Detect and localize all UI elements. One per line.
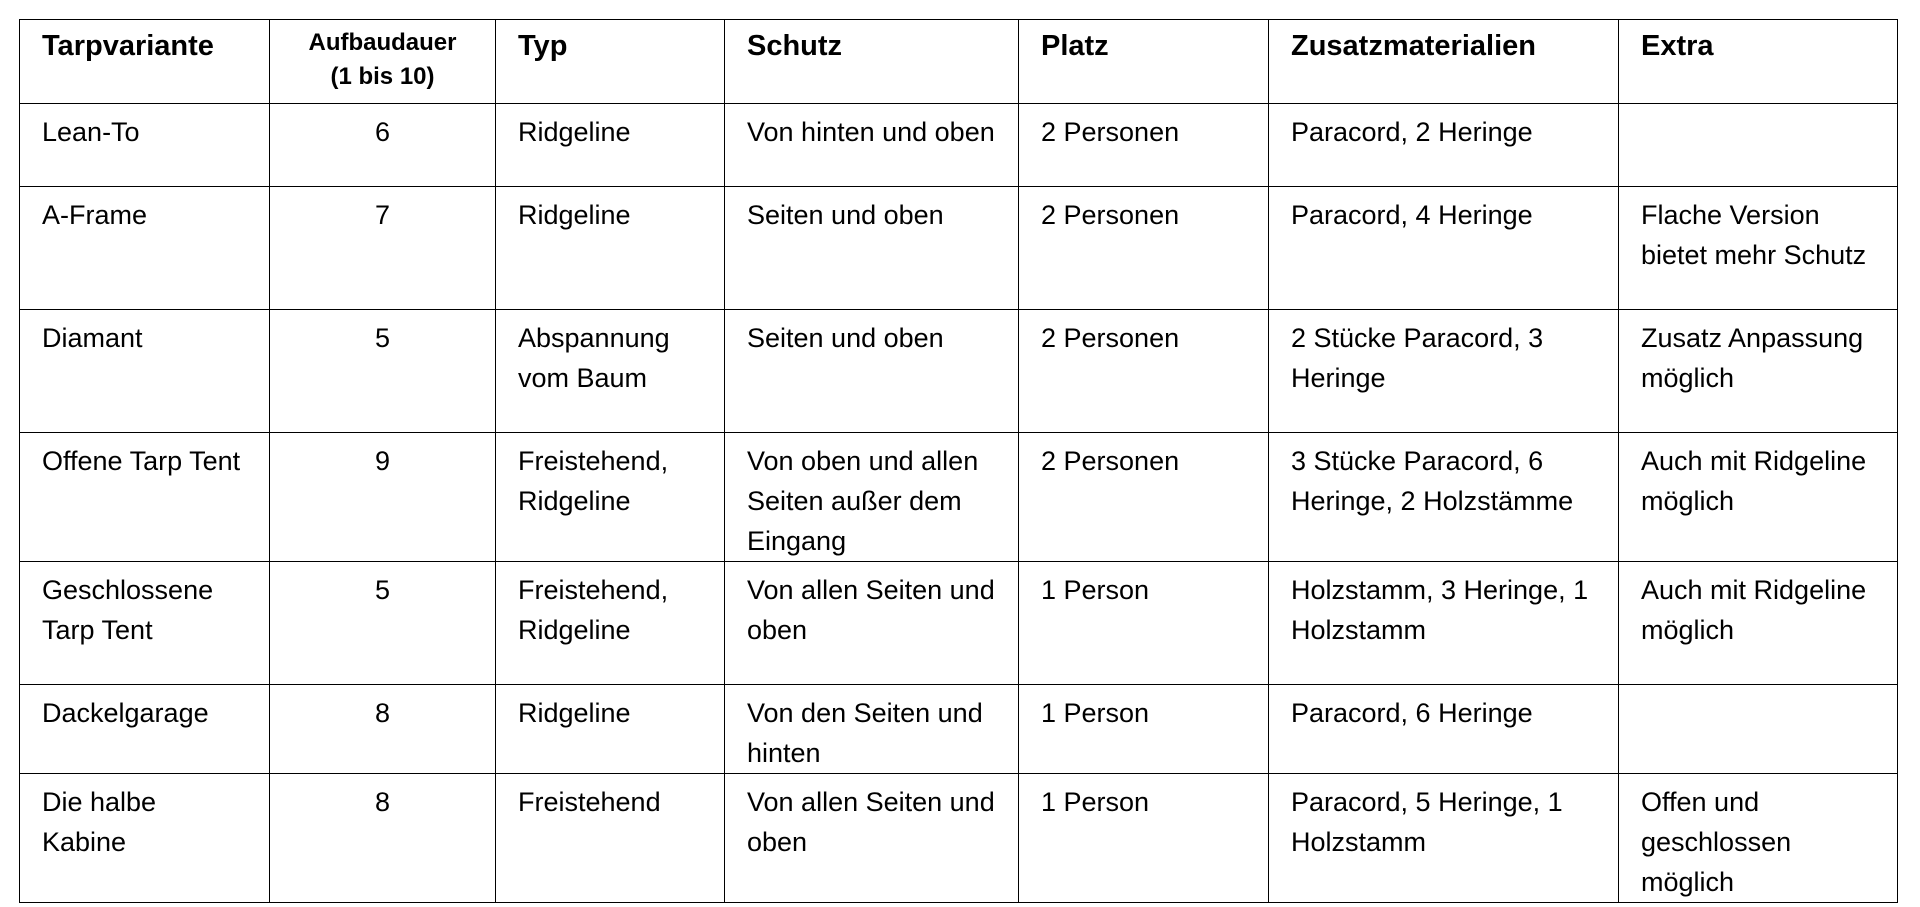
cell-space: 1 Person xyxy=(1019,685,1269,774)
cell-type: Freistehend, Ridgeline xyxy=(496,433,725,562)
cell-protection: Seiten und oben xyxy=(725,310,1019,433)
header-protection: Schutz xyxy=(725,20,1019,104)
cell-duration: 7 xyxy=(270,187,496,310)
header-type: Typ xyxy=(496,20,725,104)
table-row xyxy=(20,187,1898,310)
tarp-table-container xyxy=(19,19,1898,903)
table-row xyxy=(20,774,1898,903)
tarp-variants-table xyxy=(19,19,1898,903)
cell-variant: A-Frame xyxy=(20,187,270,310)
cell-extra: Offen und geschlossen möglich xyxy=(1619,774,1898,903)
header-variant: Tarpvariante xyxy=(20,20,270,104)
cell-protection: Von allen Seiten und oben xyxy=(725,774,1019,903)
cell-extra: Zusatz Anpassung möglich xyxy=(1619,310,1898,433)
cell-space: 2 Personen xyxy=(1019,310,1269,433)
cell-materials: 3 Stücke Paracord, 6 Heringe, 2 Holzstämme xyxy=(1269,433,1619,562)
table-row xyxy=(20,104,1898,187)
header-duration xyxy=(270,20,496,104)
cell-extra: Flache Version bietet mehr Schutz xyxy=(1619,187,1898,310)
table-row xyxy=(20,685,1898,774)
header-row xyxy=(20,20,1898,104)
cell-materials: 2 Stücke Paracord, 3 Heringe xyxy=(1269,310,1619,433)
cell-protection: Seiten und oben xyxy=(725,187,1019,310)
cell-variant: Dackelgarage xyxy=(20,685,270,774)
table-row xyxy=(20,562,1898,685)
cell-materials: Paracord, 5 Heringe, 1 Holzstamm xyxy=(1269,774,1619,903)
cell-type: Abspannung vom Baum xyxy=(496,310,725,433)
header-space: Platz xyxy=(1019,20,1269,104)
cell-extra: Auch mit Ridgeline möglich xyxy=(1619,562,1898,685)
cell-materials: Paracord, 2 Heringe xyxy=(1269,104,1619,187)
cell-duration: 5 xyxy=(270,310,496,433)
cell-variant: Geschlossene Tarp Tent xyxy=(20,562,270,685)
cell-type: Ridgeline xyxy=(496,187,725,310)
cell-variant: Lean-To xyxy=(20,104,270,187)
cell-extra xyxy=(1619,685,1898,774)
cell-protection: Von oben und allen Seiten außer dem Eingang xyxy=(725,433,1019,562)
cell-extra: Auch mit Ridgeline möglich xyxy=(1619,433,1898,562)
table-row xyxy=(20,310,1898,433)
cell-duration: 8 xyxy=(270,685,496,774)
cell-space: 1 Person xyxy=(1019,562,1269,685)
cell-type: Freistehend xyxy=(496,774,725,903)
cell-duration: 6 xyxy=(270,104,496,187)
cell-protection: Von hinten und oben xyxy=(725,104,1019,187)
cell-variant: Diamant xyxy=(20,310,270,433)
cell-space: 2 Personen xyxy=(1019,433,1269,562)
cell-space: 2 Personen xyxy=(1019,104,1269,187)
header-duration-line1: Aufbaudauer xyxy=(308,29,457,56)
cell-type: Ridgeline xyxy=(496,685,725,774)
cell-extra xyxy=(1619,104,1898,187)
cell-materials: Paracord, 6 Heringe xyxy=(1269,685,1619,774)
cell-duration: 5 xyxy=(270,562,496,685)
cell-space: 1 Person xyxy=(1019,774,1269,903)
header-duration-line2: (1 bis 10) xyxy=(330,63,435,90)
header-materials: Zusatzmaterialien xyxy=(1269,20,1619,104)
cell-protection: Von den Seiten und hinten xyxy=(725,685,1019,774)
cell-materials: Paracord, 4 Heringe xyxy=(1269,187,1619,310)
cell-variant: Die halbe Kabine xyxy=(20,774,270,903)
cell-duration: 8 xyxy=(270,774,496,903)
cell-materials: Holzstamm, 3 Heringe, 1 Holzstamm xyxy=(1269,562,1619,685)
cell-space: 2 Personen xyxy=(1019,187,1269,310)
cell-protection: Von allen Seiten und oben xyxy=(725,562,1019,685)
cell-variant: Offene Tarp Tent xyxy=(20,433,270,562)
cell-type: Ridgeline xyxy=(496,104,725,187)
table-row xyxy=(20,433,1898,562)
cell-duration: 9 xyxy=(270,433,496,562)
cell-type: Freistehend, Ridgeline xyxy=(496,562,725,685)
header-extra: Extra xyxy=(1619,20,1898,104)
